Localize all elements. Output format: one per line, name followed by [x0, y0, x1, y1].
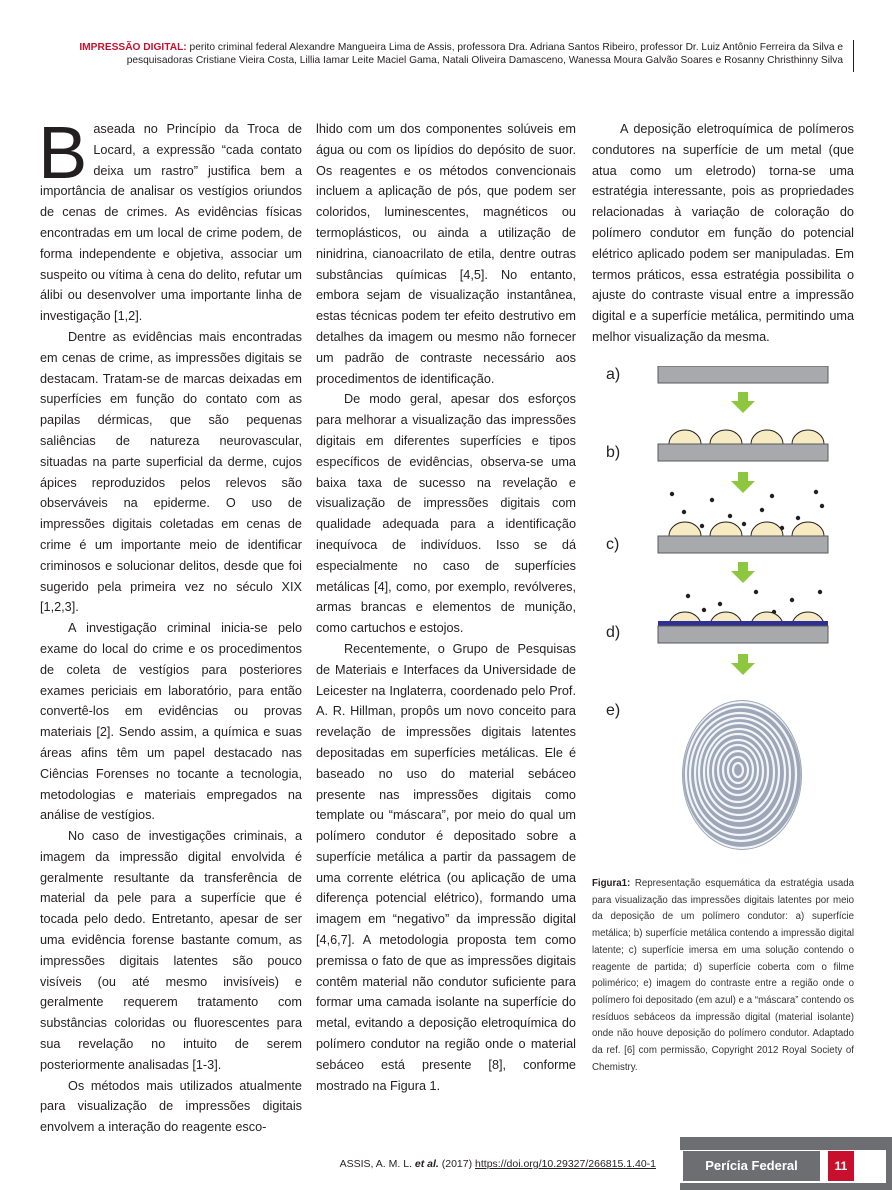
figure-caption	[592, 876, 854, 1076]
column-1	[38, 111, 302, 1138]
citation	[340, 1158, 656, 1170]
metal-surface-a	[658, 366, 828, 383]
column-2	[316, 119, 576, 1096]
citation-year: (2017)	[438, 1158, 476, 1170]
label-a: a)	[606, 366, 621, 383]
paragraph-5: Os métodos mais utilizados atualmente para visualização de impressões digitais envolvem a interação do reagente esco-	[40, 1078, 302, 1135]
paragraph-9: A deposição eletroquímica de polímeros condutores na superfície de um metal (que atua como um eletrodo) torna-se uma estratégia interessante, pois as propriedades relacionadas à variação de coloração do polímero condutor em função do potencial elétrico aplicado podem ser manipuladas. Em termos práticos, essa estratégia possibilita o ajuste do contraste visual entre a impressão digital e a superfície metálica, permitindo uma melhor visualização da mesma.	[592, 122, 854, 344]
drop-cap: B	[38, 111, 88, 194]
section-tag: IMPRESSÃO DIGITAL:	[79, 42, 187, 53]
monomer-dots-d	[686, 590, 822, 614]
label-c: c)	[606, 536, 620, 553]
metal-surface-d	[658, 626, 828, 643]
fingerprint-image	[682, 700, 802, 850]
arrow-down-icon	[731, 654, 755, 675]
citation-etal: et al.	[414, 1158, 439, 1170]
label-e: e)	[606, 702, 621, 719]
column-3	[592, 119, 854, 348]
paragraph-4: No caso de investigações criminais, a imagem da impressão digital envolvida é geralmente resultante da transferência de material da pele para a superfície que é tocada pelo dedo. Entretanto, apesar de ser uma evidência forense bastante comum, as impressões digitais latentes são pouco visíveis (ou até mesmo invisíveis) e geralmente requerem tratamento com substâncias coloridas ou fluorescentes para sua revelação no intuito de serem posteriormente analisadas [1-3].	[40, 829, 302, 1072]
header-line-1	[79, 41, 843, 54]
metal-surface-b	[658, 444, 828, 461]
arrow-down-icon	[731, 392, 755, 413]
caption-text: Representação esquemática da estratégia usada para visualização das impressões digitais latentes por meio da deposição de um polímero condutor: a) superfície metálica; b) superfície metálica contendo a impressão digital latente; c) superfície imersa em uma solução contendo o reagente de partida; d) superfície coberta com o filme polimérico; e) imagem do contraste entre a região onde o polímero foi depositado (em azul) e a “máscara” contendo os resíduos sebáceos da impressão digital (material isolante) onde não houve deposição do polímero condutor. Adaptado da ref. [6] com permissão, Copyright 2012 Royal Society of Chemistry.	[592, 878, 854, 1073]
paragraph-3: A investigação criminal inicia-se pelo exame do local do crime e os procedimentos de coleta de vestígios para posteriores exames periciais em laboratório, para então convertê-los em evidências ou provas materiais [2]. Sendo assim, a química e suas áreas afins têm um papel destacado nas Ciências Forenses no tocante a tecnologia, metodologias e materiais empregados na análise de vestígios.	[40, 621, 302, 823]
paragraph-2: Dentre as evidências mais encontradas em cenas de crime, as impressões digitais se destacam. Tratam-se de marcas deixadas em superfícies em função do contato com as papilas dérmicas, que são pequenas saliências de natureza neurovascular, situadas na parte superficial da derme, cujos ápices reproduzidos pelos relevos são observáveis na epiderme. O uso de impressões digitais coletadas em cenas de crime é um importante meio de identificar criminosos e solucionar delitos, desde que foi sugerido pela primeira vez no século XIX [1,2,3].	[40, 329, 302, 615]
paragraph-8: Recentemente, o Grupo de Pesquisas de Materiais e Interfaces da Universidade de Leicester na Inglaterra, coordenado pelo Prof. A. R. Hillman, propôs um novo conceito para revelação de impressões digitais latentes depositadas em superfícies metálicas. Ele é baseado no uso do material sebáceo presente nas impressões digitais como template ou “máscara”, por meio do qual um polímero condutor é depositado sobre a superfície metálica a partir da passagem de uma corrente elétrica (ou aplicação de uma diferença potencial elétrico), formando uma imagem em “negativo” da impressão digital [4,6,7]. A metodologia proposta tem como premissa o fato de que as impressões digitais contêm material não condutor suficiente para formar uma camada isolante na superfície do metal, evitando a deposição eletroquímica do polímero condutor na região onde o material sebáceo está presente [8], conforme mostrado na Figura 1.	[316, 641, 576, 1093]
label-b: b)	[606, 444, 621, 461]
arrow-down-icon	[731, 562, 755, 583]
doi-link[interactable]: https://doi.org/10.29327/266815.1.40-1	[475, 1158, 656, 1170]
polymer-film	[658, 621, 828, 626]
label-d: d)	[606, 624, 621, 641]
paragraph-6: lhido com um dos componentes solúveis em água ou com os lipídios do depósito de suor. Os reagentes e os métodos convencionais incluem a aplicação de pós, que podem ser coloridos, luminescentes, magnéticos ou termoplásticos, ou ainda a utilização de ninidrina, cianoacrilato de etila, dentre outras substâncias químicas [4,5]. No entanto, embora sejam de visualização instantânea, estas técnicas podem ter efeito destrutivo em detalhes da imagem ou mesmo não fornecer um padrão de contraste necessário aos procedimentos de identificação.	[316, 122, 576, 386]
figure-1	[592, 366, 854, 856]
sebum-deposits-c	[669, 522, 824, 536]
page-number: 11	[828, 1151, 854, 1181]
metal-surface-c	[658, 536, 828, 553]
paragraph-1-text: aseada no Princípio da Troca de Locard, a expressão “cada contato deixa um rastro” justifica bem a importância de analisar os vestígios oriundos de cenas de crimes. As evidências físicas encontradas em um local de crime podem, de forma independente e objetiva, associar um suspeito ou vítima à cena do delito, refutar um álibi ou desenvolver uma importante linha de investigação [1,2].	[40, 122, 302, 324]
citation-authors: ASSIS, A. M. L.	[339, 1158, 415, 1170]
figure-diagram	[592, 366, 854, 856]
arrow-down-icon	[731, 472, 755, 493]
header-line-2: pesquisadoras Cristiane Vieira Costa, Lillia Iamar Leite Maciel Gama, Natali Oliveira Damasceno, Wanessa Moura Galvão Soares e Rosanny Christhinny Silva	[126, 55, 843, 66]
caption-title: Figura1:	[592, 878, 631, 889]
header-authors-1: perito criminal federal Alexandre Mangueira Lima de Assis, professora Dra. Adriana Santos Ribeiro, professor Dr. Luiz Antônio Ferreira da Silva e	[186, 42, 843, 53]
paragraph-7: De modo geral, apesar dos esforços para melhorar a visualização das impressões digitais em diferentes superfícies e tipos específicos de evidências, observa-se uma baixa taxa de sucesso na revelação e visualização de impressões digitais com qualidade adequada para a identificação inequívoca de indivíduos. Isso se dá especialmente no caso de superfícies metálicas [4], como, por exemplo, revólveres, armas brancas e elementos de munição, como cartuchos e estojos.	[316, 392, 576, 636]
sebum-deposits-b	[669, 430, 824, 444]
journal-name: Perícia Federal	[683, 1151, 820, 1181]
running-header	[0, 40, 854, 72]
paragraph-1	[38, 111, 302, 327]
